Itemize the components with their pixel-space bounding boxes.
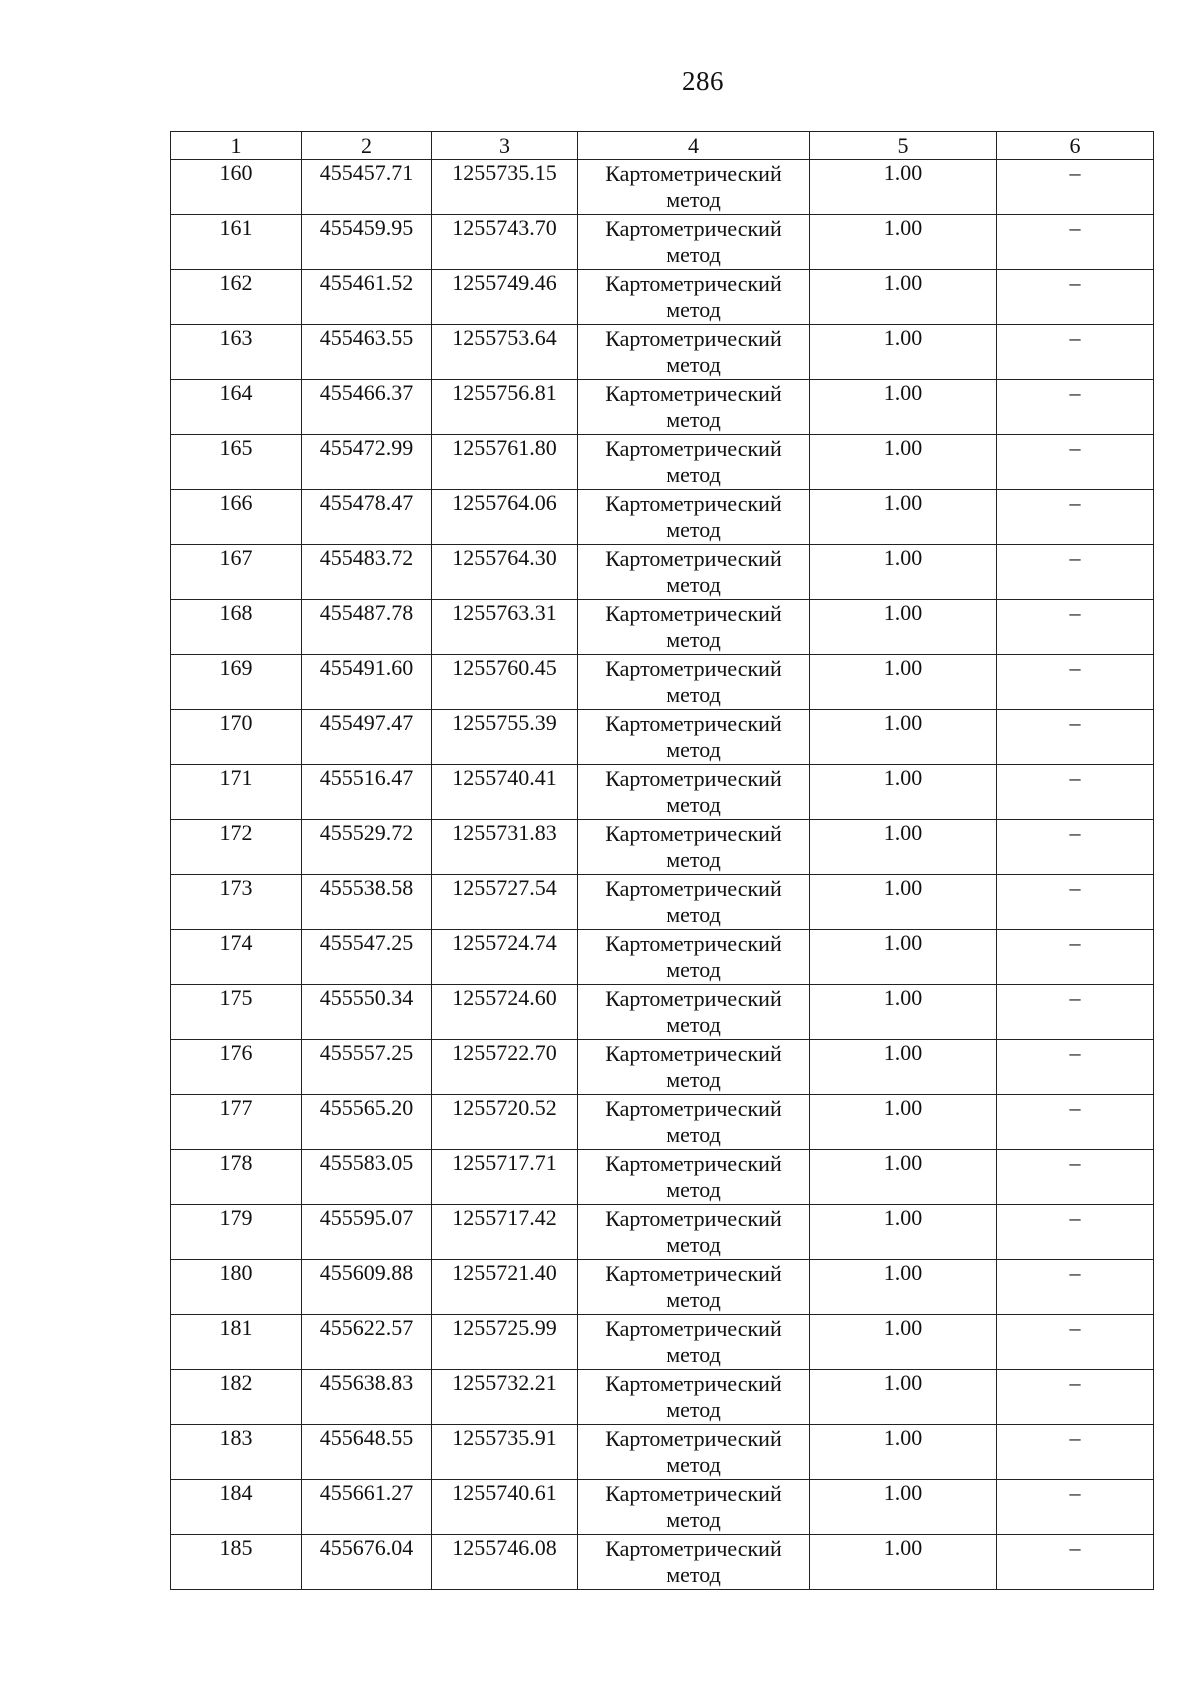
point-number-cell: 185 xyxy=(171,1535,302,1590)
accuracy-cell: 1.00 xyxy=(810,270,997,325)
table-row xyxy=(171,545,1154,600)
accuracy-cell: 1.00 xyxy=(810,1040,997,1095)
point-number-cell: 175 xyxy=(171,985,302,1040)
method-cell: Картометрический метод xyxy=(578,215,810,270)
method-cell: Картометрический метод xyxy=(578,600,810,655)
y-coordinate-cell: 1255760.45 xyxy=(432,655,578,710)
y-coordinate-cell: 1255749.46 xyxy=(432,270,578,325)
x-coordinate-cell: 455487.78 xyxy=(302,600,432,655)
x-coordinate-cell: 455648.55 xyxy=(302,1425,432,1480)
y-coordinate-cell: 1255732.21 xyxy=(432,1370,578,1425)
x-coordinate-cell: 455459.95 xyxy=(302,215,432,270)
point-number-cell: 162 xyxy=(171,270,302,325)
note-cell: – xyxy=(997,930,1154,985)
table-row xyxy=(171,380,1154,435)
y-coordinate-cell: 1255724.60 xyxy=(432,985,578,1040)
table-row xyxy=(171,820,1154,875)
point-number-cell: 180 xyxy=(171,1260,302,1315)
point-number-cell: 174 xyxy=(171,930,302,985)
accuracy-cell: 1.00 xyxy=(810,1095,997,1150)
table-row xyxy=(171,435,1154,490)
accuracy-cell: 1.00 xyxy=(810,875,997,930)
x-coordinate-cell: 455565.20 xyxy=(302,1095,432,1150)
column-header-4: 4 xyxy=(578,132,810,160)
method-cell: Картометрический метод xyxy=(578,1370,810,1425)
table-row xyxy=(171,710,1154,765)
accuracy-cell: 1.00 xyxy=(810,435,997,490)
y-coordinate-cell: 1255724.74 xyxy=(432,930,578,985)
column-header-2: 2 xyxy=(302,132,432,160)
method-cell: Картометрический метод xyxy=(578,1260,810,1315)
method-cell: Картометрический метод xyxy=(578,545,810,600)
note-cell: – xyxy=(997,545,1154,600)
method-cell: Картометрический метод xyxy=(578,435,810,490)
y-coordinate-cell: 1255735.91 xyxy=(432,1425,578,1480)
x-coordinate-cell: 455457.71 xyxy=(302,160,432,215)
table-row xyxy=(171,1370,1154,1425)
method-cell: Картометрический метод xyxy=(578,820,810,875)
table-row xyxy=(171,985,1154,1040)
accuracy-cell: 1.00 xyxy=(810,1150,997,1205)
x-coordinate-cell: 455550.34 xyxy=(302,985,432,1040)
y-coordinate-cell: 1255746.08 xyxy=(432,1535,578,1590)
point-number-cell: 160 xyxy=(171,160,302,215)
point-number-cell: 172 xyxy=(171,820,302,875)
method-cell: Картометрический метод xyxy=(578,655,810,710)
y-coordinate-cell: 1255755.39 xyxy=(432,710,578,765)
note-cell: – xyxy=(997,380,1154,435)
table-row xyxy=(171,765,1154,820)
page-number: 286 xyxy=(682,66,724,96)
note-cell: – xyxy=(997,270,1154,325)
column-header-6: 6 xyxy=(997,132,1154,160)
note-cell: – xyxy=(997,215,1154,270)
table-row xyxy=(171,1480,1154,1535)
accuracy-cell: 1.00 xyxy=(810,490,997,545)
y-coordinate-cell: 1255722.70 xyxy=(432,1040,578,1095)
note-cell: – xyxy=(997,1205,1154,1260)
table-row xyxy=(171,600,1154,655)
table-row xyxy=(171,1260,1154,1315)
table-row xyxy=(171,1425,1154,1480)
x-coordinate-cell: 455583.05 xyxy=(302,1150,432,1205)
accuracy-cell: 1.00 xyxy=(810,1480,997,1535)
accuracy-cell: 1.00 xyxy=(810,930,997,985)
y-coordinate-cell: 1255721.40 xyxy=(432,1260,578,1315)
table-row xyxy=(171,270,1154,325)
note-cell: – xyxy=(997,985,1154,1040)
y-coordinate-cell: 1255717.71 xyxy=(432,1150,578,1205)
method-cell: Картометрический метод xyxy=(578,1480,810,1535)
table-row xyxy=(171,490,1154,545)
accuracy-cell: 1.00 xyxy=(810,600,997,655)
point-number-cell: 168 xyxy=(171,600,302,655)
x-coordinate-cell: 455483.72 xyxy=(302,545,432,600)
y-coordinate-cell: 1255727.54 xyxy=(432,875,578,930)
point-number-cell: 181 xyxy=(171,1315,302,1370)
y-coordinate-cell: 1255764.06 xyxy=(432,490,578,545)
x-coordinate-cell: 455491.60 xyxy=(302,655,432,710)
accuracy-cell: 1.00 xyxy=(810,1205,997,1260)
accuracy-cell: 1.00 xyxy=(810,655,997,710)
table-row xyxy=(171,655,1154,710)
point-number-cell: 177 xyxy=(171,1095,302,1150)
coordinates-table xyxy=(170,131,1154,1590)
note-cell: – xyxy=(997,875,1154,930)
method-cell: Картометрический метод xyxy=(578,160,810,215)
x-coordinate-cell: 455463.55 xyxy=(302,325,432,380)
method-cell: Картометрический метод xyxy=(578,930,810,985)
x-coordinate-cell: 455472.99 xyxy=(302,435,432,490)
accuracy-cell: 1.00 xyxy=(810,215,997,270)
note-cell: – xyxy=(997,1370,1154,1425)
method-cell: Картометрический метод xyxy=(578,490,810,545)
x-coordinate-cell: 455538.58 xyxy=(302,875,432,930)
x-coordinate-cell: 455622.57 xyxy=(302,1315,432,1370)
method-cell: Картометрический метод xyxy=(578,1095,810,1150)
accuracy-cell: 1.00 xyxy=(810,1370,997,1425)
point-number-cell: 165 xyxy=(171,435,302,490)
note-cell: – xyxy=(997,710,1154,765)
x-coordinate-cell: 455609.88 xyxy=(302,1260,432,1315)
table-row xyxy=(171,160,1154,215)
point-number-cell: 176 xyxy=(171,1040,302,1095)
x-coordinate-cell: 455676.04 xyxy=(302,1535,432,1590)
method-cell: Картометрический метод xyxy=(578,985,810,1040)
y-coordinate-cell: 1255743.70 xyxy=(432,215,578,270)
table-row xyxy=(171,325,1154,380)
table-row xyxy=(171,875,1154,930)
accuracy-cell: 1.00 xyxy=(810,820,997,875)
point-number-cell: 166 xyxy=(171,490,302,545)
method-cell: Картометрический метод xyxy=(578,325,810,380)
method-cell: Картометрический метод xyxy=(578,875,810,930)
point-number-cell: 182 xyxy=(171,1370,302,1425)
note-cell: – xyxy=(997,435,1154,490)
x-coordinate-cell: 455461.52 xyxy=(302,270,432,325)
method-cell: Картометрический метод xyxy=(578,1150,810,1205)
point-number-cell: 170 xyxy=(171,710,302,765)
note-cell: – xyxy=(997,490,1154,545)
point-number-cell: 164 xyxy=(171,380,302,435)
table-row xyxy=(171,1095,1154,1150)
accuracy-cell: 1.00 xyxy=(810,765,997,820)
y-coordinate-cell: 1255717.42 xyxy=(432,1205,578,1260)
y-coordinate-cell: 1255761.80 xyxy=(432,435,578,490)
method-cell: Картометрический метод xyxy=(578,1425,810,1480)
x-coordinate-cell: 455595.07 xyxy=(302,1205,432,1260)
accuracy-cell: 1.00 xyxy=(810,545,997,600)
accuracy-cell: 1.00 xyxy=(810,710,997,765)
note-cell: – xyxy=(997,1535,1154,1590)
method-cell: Картометрический метод xyxy=(578,1205,810,1260)
accuracy-cell: 1.00 xyxy=(810,1260,997,1315)
note-cell: – xyxy=(997,1260,1154,1315)
note-cell: – xyxy=(997,655,1154,710)
x-coordinate-cell: 455529.72 xyxy=(302,820,432,875)
table-row xyxy=(171,1040,1154,1095)
point-number-cell: 173 xyxy=(171,875,302,930)
accuracy-cell: 1.00 xyxy=(810,1315,997,1370)
y-coordinate-cell: 1255731.83 xyxy=(432,820,578,875)
table-row xyxy=(171,1150,1154,1205)
table-row xyxy=(171,215,1154,270)
point-number-cell: 163 xyxy=(171,325,302,380)
x-coordinate-cell: 455478.47 xyxy=(302,490,432,545)
note-cell: – xyxy=(997,1315,1154,1370)
column-header-1: 1 xyxy=(171,132,302,160)
method-cell: Картометрический метод xyxy=(578,710,810,765)
table-body xyxy=(171,160,1154,1590)
table-header xyxy=(171,132,1154,160)
column-header-3: 3 xyxy=(432,132,578,160)
point-number-cell: 167 xyxy=(171,545,302,600)
point-number-cell: 169 xyxy=(171,655,302,710)
note-cell: – xyxy=(997,160,1154,215)
note-cell: – xyxy=(997,1425,1154,1480)
note-cell: – xyxy=(997,1150,1154,1205)
note-cell: – xyxy=(997,1095,1154,1150)
method-cell: Картометрический метод xyxy=(578,1535,810,1590)
x-coordinate-cell: 455547.25 xyxy=(302,930,432,985)
y-coordinate-cell: 1255735.15 xyxy=(432,160,578,215)
point-number-cell: 161 xyxy=(171,215,302,270)
y-coordinate-cell: 1255763.31 xyxy=(432,600,578,655)
y-coordinate-cell: 1255740.61 xyxy=(432,1480,578,1535)
y-coordinate-cell: 1255753.64 xyxy=(432,325,578,380)
accuracy-cell: 1.00 xyxy=(810,1425,997,1480)
x-coordinate-cell: 455661.27 xyxy=(302,1480,432,1535)
table-row xyxy=(171,930,1154,985)
point-number-cell: 171 xyxy=(171,765,302,820)
point-number-cell: 179 xyxy=(171,1205,302,1260)
note-cell: – xyxy=(997,820,1154,875)
note-cell: – xyxy=(997,600,1154,655)
accuracy-cell: 1.00 xyxy=(810,160,997,215)
y-coordinate-cell: 1255725.99 xyxy=(432,1315,578,1370)
method-cell: Картометрический метод xyxy=(578,765,810,820)
table-row xyxy=(171,1535,1154,1590)
accuracy-cell: 1.00 xyxy=(810,380,997,435)
x-coordinate-cell: 455638.83 xyxy=(302,1370,432,1425)
note-cell: – xyxy=(997,1480,1154,1535)
x-coordinate-cell: 455516.47 xyxy=(302,765,432,820)
x-coordinate-cell: 455557.25 xyxy=(302,1040,432,1095)
note-cell: – xyxy=(997,765,1154,820)
accuracy-cell: 1.00 xyxy=(810,985,997,1040)
point-number-cell: 178 xyxy=(171,1150,302,1205)
accuracy-cell: 1.00 xyxy=(810,1535,997,1590)
method-cell: Картометрический метод xyxy=(578,1040,810,1095)
table-row xyxy=(171,1205,1154,1260)
header-row xyxy=(171,132,1154,160)
note-cell: – xyxy=(997,325,1154,380)
y-coordinate-cell: 1255740.41 xyxy=(432,765,578,820)
accuracy-cell: 1.00 xyxy=(810,325,997,380)
table-row xyxy=(171,1315,1154,1370)
note-cell: – xyxy=(997,1040,1154,1095)
method-cell: Картометрический метод xyxy=(578,380,810,435)
point-number-cell: 184 xyxy=(171,1480,302,1535)
x-coordinate-cell: 455497.47 xyxy=(302,710,432,765)
method-cell: Картометрический метод xyxy=(578,270,810,325)
y-coordinate-cell: 1255756.81 xyxy=(432,380,578,435)
y-coordinate-cell: 1255720.52 xyxy=(432,1095,578,1150)
y-coordinate-cell: 1255764.30 xyxy=(432,545,578,600)
x-coordinate-cell: 455466.37 xyxy=(302,380,432,435)
point-number-cell: 183 xyxy=(171,1425,302,1480)
method-cell: Картометрический метод xyxy=(578,1315,810,1370)
column-header-5: 5 xyxy=(810,132,997,160)
